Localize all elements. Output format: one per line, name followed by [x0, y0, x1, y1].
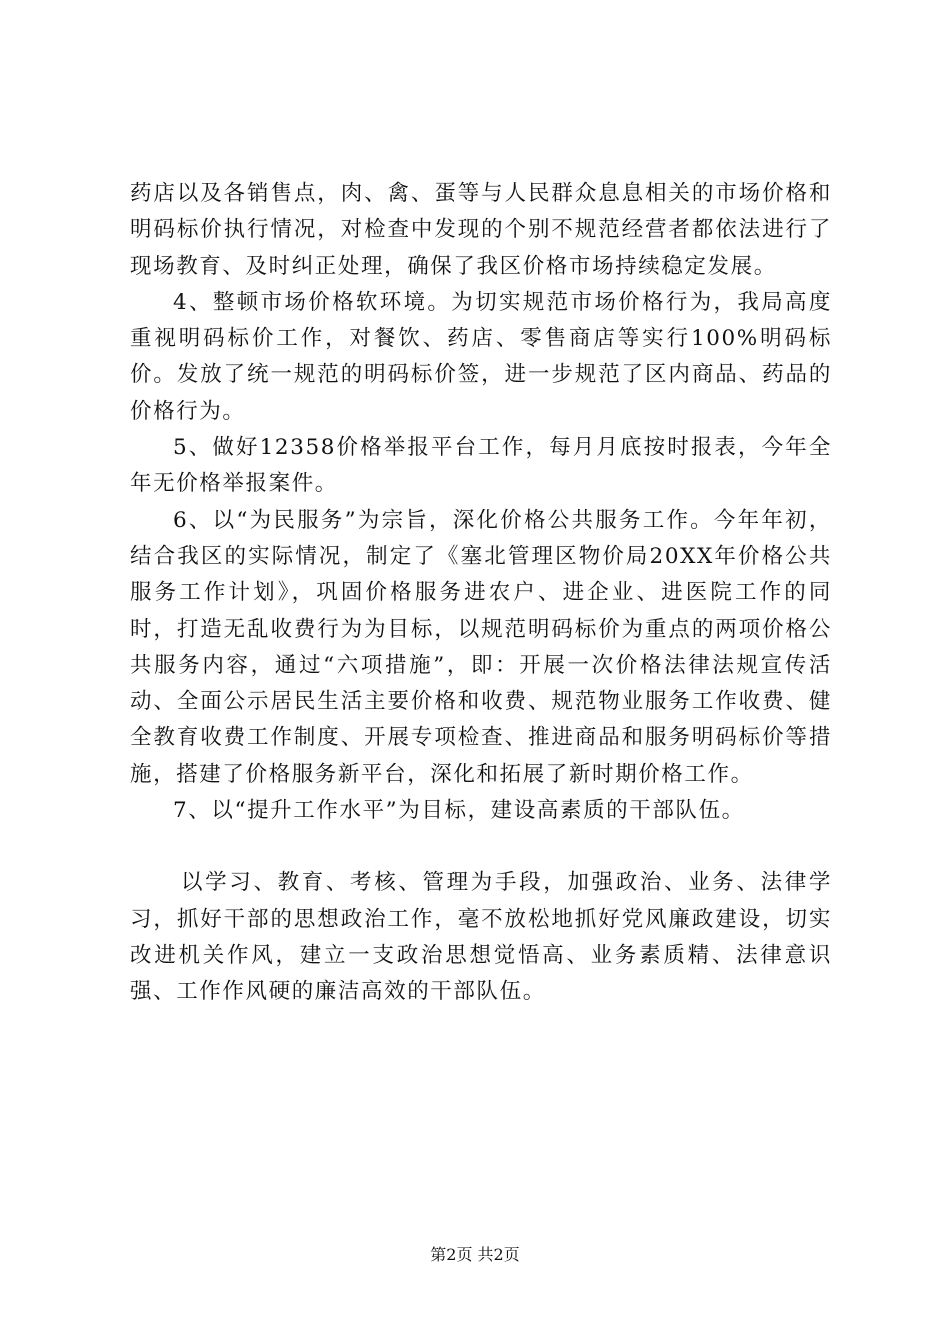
paragraph-closing: 以学习、教育、考核、管理为手段，加强政治、业务、法律学习，抓好干部的思想政治工作，毫不放松地抓好党风廉政建设，切实改进机关作风，建立一支政治思想觉悟高、业务素质精、法律意识强、工作作风硬的廉洁高效的干部队伍。 [130, 870, 832, 1005]
paragraph-item-4: 4、整顿市场价格软环境。为切实规范市场价格行为，我局高度重视明码标价工作，对餐饮、药店、零售商店等实行100%明码标价。发放了统一规范的明码标价签，进一步规范了区内商品、药品的价格行为。 [130, 289, 832, 424]
paragraph-item-6: 6、以“为民服务”为宗旨，深化价格公共服务工作。今年年初，结合我区的实际情况，制定了《塞北管理区物价局20XX年价格公共服务工作计划》，巩固价格服务进农户、进企业、进医院工作的同时，打造无乱收费行为为目标，以规范明码标价为重点的两项价格公共服务内容，通过“六项措施”，即：开展一次价格法律法规宣传活动、全面公示居民生活主要价格和收费、规范物业服务工作收费、健全教育收费工作制度、开展专项检查、推进商品和服务明码标价等措施，搭建了价格服务新平台，深化和拓展了新时期价格工作。 [130, 507, 832, 787]
paragraph-item-5: 5、做好12358价格举报平台工作，每月月底按时报表，今年全年无价格举报案件。 [130, 435, 832, 497]
paragraph-continued: 药店以及各销售点，肉、禽、蛋等与人民群众息息相关的市场价格和明码标价执行情况，对检查中发现的个别不规范经营者都依法进行了现场教育、及时纠正处理，确保了我区价格市场持续稳定发展。 [130, 181, 832, 279]
document-body [130, 176, 832, 1011]
paragraph-item-7: 7、以“提升工作水平”为目标，建设高素质的干部队伍。 [173, 798, 745, 824]
page-number-footer: 第2页 共2页 [430, 1245, 520, 1264]
